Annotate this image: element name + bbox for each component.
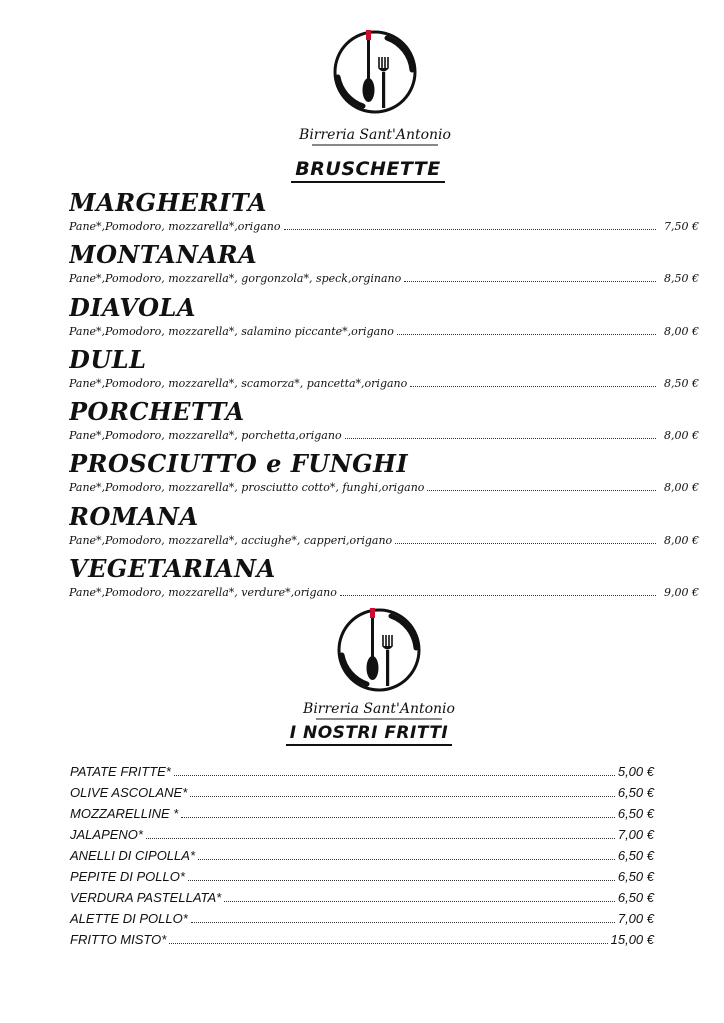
item-price: 8,00 € bbox=[664, 429, 699, 443]
item-price: 7,00 € bbox=[617, 911, 654, 926]
item-price: 15,00 € bbox=[610, 932, 654, 947]
dot-leader bbox=[169, 931, 607, 944]
item-name: OLIVE ASCOLANE* bbox=[70, 785, 188, 800]
item-name: ROMANA bbox=[69, 501, 199, 531]
item-name: DULL bbox=[69, 344, 147, 374]
bruschette-title: BRUSCHETTE bbox=[291, 158, 444, 183]
item-name: MARGHERITA bbox=[69, 188, 267, 217]
item-price: 6,50 € bbox=[617, 806, 654, 821]
dot-leader bbox=[190, 784, 615, 797]
item-name: PEPITE DI POLLO* bbox=[70, 869, 185, 884]
item-name: DIAVOLA bbox=[69, 292, 197, 322]
dot-leader bbox=[284, 218, 657, 230]
item-price: 8,00 € bbox=[664, 481, 699, 495]
item-price: 9,00 € bbox=[664, 586, 699, 600]
dot-leader bbox=[181, 805, 614, 818]
item-name: VEGETARIANA bbox=[69, 554, 276, 584]
dot-leader bbox=[174, 763, 615, 776]
item-price: 5,00 € bbox=[617, 764, 654, 779]
item-price: 8,00 € bbox=[664, 533, 699, 547]
item-name: MONTANARA bbox=[69, 240, 258, 270]
item-price: 6,50 € bbox=[617, 890, 654, 905]
item-row bbox=[69, 218, 699, 234]
item-row bbox=[69, 323, 699, 339]
bruschette-title-wrap bbox=[0, 158, 724, 183]
menu-item bbox=[69, 502, 699, 554]
item-name: FRITTO MISTO* bbox=[70, 932, 167, 947]
logo-top bbox=[290, 22, 460, 152]
menu-item bbox=[70, 887, 654, 908]
item-description: Pane*,Pomodoro, mozzarella*, scamorza*, pancetta*,origano bbox=[69, 376, 408, 390]
menu-item bbox=[70, 908, 654, 929]
item-description: Pane*,Pomodoro, mozzarella*,origano bbox=[69, 220, 281, 233]
dot-leader bbox=[224, 889, 615, 902]
menu-item bbox=[70, 761, 654, 782]
item-price: 7,50 € bbox=[664, 220, 699, 233]
menu-item bbox=[69, 397, 699, 449]
item-name: PATATE FRITTE* bbox=[70, 764, 171, 779]
item-description: Pane*,Pomodoro, mozzarella*, gorgonzola*, speck,orginano bbox=[69, 272, 402, 286]
item-row bbox=[69, 584, 699, 600]
item-row bbox=[69, 532, 699, 548]
item-row bbox=[69, 479, 699, 495]
dot-leader bbox=[397, 323, 656, 335]
item-name: MOZZARELLINE * bbox=[70, 806, 179, 821]
dot-leader bbox=[191, 910, 615, 923]
item-description: Pane*,Pomodoro, mozzarella*, verdure*,origano bbox=[69, 586, 337, 600]
dot-leader bbox=[340, 584, 656, 596]
item-row bbox=[69, 375, 699, 391]
item-description: Pane*,Pomodoro, mozzarella*, salamino piccante*,origano bbox=[69, 324, 394, 338]
dot-leader bbox=[146, 826, 615, 839]
plate-fork-spoon-icon bbox=[294, 600, 464, 730]
item-price: 6,50 € bbox=[617, 869, 654, 884]
item-price: 8,50 € bbox=[664, 272, 699, 286]
item-row bbox=[69, 427, 699, 443]
dot-leader bbox=[410, 375, 656, 387]
dot-leader bbox=[188, 868, 615, 881]
fritti-title: I NOSTRI FRITTI bbox=[286, 723, 453, 746]
item-price: 8,50 € bbox=[664, 376, 699, 390]
menu-item bbox=[70, 824, 654, 845]
dot-leader bbox=[404, 270, 656, 282]
dot-leader bbox=[427, 479, 656, 491]
menu-item bbox=[70, 782, 654, 803]
menu-item bbox=[69, 240, 699, 292]
item-name: ANELLI DI CIPOLLA* bbox=[70, 848, 195, 863]
bruschette-list bbox=[69, 188, 699, 606]
item-name: PORCHETTA bbox=[69, 397, 245, 427]
item-price: 8,00 € bbox=[664, 324, 699, 338]
menu-item bbox=[69, 345, 699, 397]
item-description: Pane*,Pomodoro, mozzarella*, porchetta,origano bbox=[69, 429, 342, 443]
plate-fork-spoon-icon bbox=[290, 22, 460, 152]
menu-item bbox=[69, 293, 699, 345]
menu-item bbox=[69, 188, 699, 240]
brand-name: Birreria Sant'Antonio bbox=[299, 127, 451, 143]
brand-name: Birreria Sant'Antonio bbox=[303, 701, 455, 717]
menu-item bbox=[69, 554, 699, 606]
fritti-list bbox=[70, 761, 654, 950]
dot-leader bbox=[198, 847, 615, 860]
menu-item bbox=[69, 449, 699, 501]
item-price: 6,50 € bbox=[617, 848, 654, 863]
dot-leader bbox=[395, 532, 656, 544]
menu-item bbox=[70, 866, 654, 887]
item-description: Pane*,Pomodoro, mozzarella*, acciughe*, capperi,origano bbox=[69, 533, 393, 547]
item-name: JALAPENO* bbox=[70, 827, 143, 842]
menu-item bbox=[70, 803, 654, 824]
item-name: VERDURA PASTELLATA* bbox=[70, 890, 222, 905]
menu-item bbox=[70, 845, 654, 866]
item-price: 7,00 € bbox=[617, 827, 654, 842]
logo-middle bbox=[294, 600, 464, 730]
fritti-title-wrap bbox=[0, 723, 724, 746]
item-name: ALETTE DI POLLO* bbox=[70, 911, 188, 926]
dot-leader bbox=[345, 427, 656, 439]
item-description: Pane*,Pomodoro, mozzarella*, prosciutto cotto*, funghi,origano bbox=[69, 481, 425, 495]
item-price: 6,50 € bbox=[617, 785, 654, 800]
item-name: PROSCIUTTO e FUNGHI bbox=[69, 449, 409, 479]
menu-item bbox=[70, 929, 654, 950]
item-row bbox=[69, 270, 699, 286]
